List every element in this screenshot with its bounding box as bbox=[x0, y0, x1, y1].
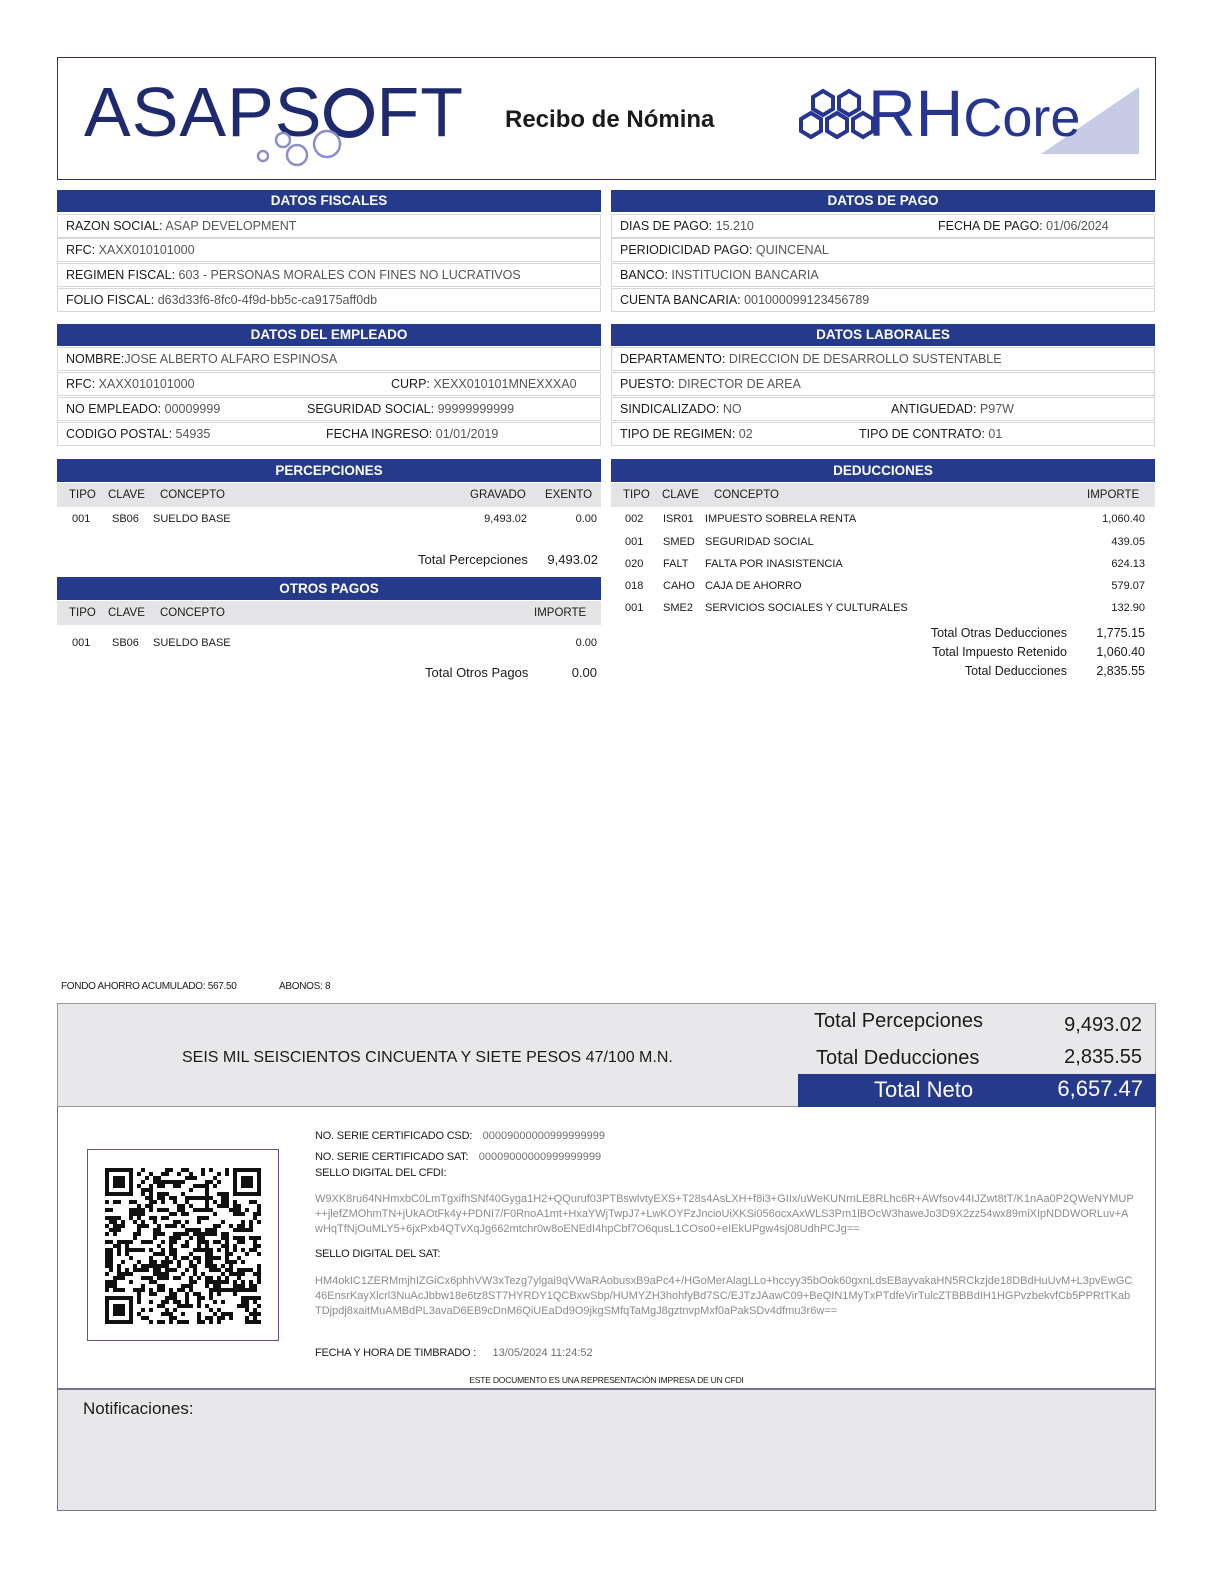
otros-pagos-total: Total Otros Pagos 0.00 bbox=[425, 665, 597, 680]
sello-sat-label: SELLO DIGITAL DEL SAT: bbox=[315, 1248, 441, 1260]
qr-finder-pattern bbox=[233, 1168, 261, 1196]
notificaciones-panel bbox=[57, 1389, 1156, 1511]
page-title: Recibo de Nómina bbox=[505, 106, 715, 133]
departamento-row: DEPARTAMENTO: DIRECCION DE DESARROLLO SUSTENTABLE bbox=[611, 347, 1155, 371]
otras-deducciones-total: Total Otras Deducciones 1,775.15 bbox=[930, 626, 1145, 640]
otros-pagos-header: TIPO CLAVE CONCEPTO IMPORTE bbox=[57, 601, 601, 625]
qr-finder-pattern bbox=[105, 1296, 133, 1324]
table-row: 001 SME2 SERVICIOS SOCIALES Y CULTURALES 132.90 bbox=[625, 602, 1145, 614]
deducciones-header: TIPO CLAVE CONCEPTO IMPORTE bbox=[611, 483, 1155, 507]
abonos: ABONOS: 8 bbox=[279, 981, 331, 992]
cuenta-bancaria-row: CUENTA BANCARIA: 001000099123456789 bbox=[611, 288, 1155, 312]
no-empleado-row: NO EMPLEADO: 00009999 SEGURIDAD SOCIAL: 99999999999 bbox=[57, 397, 601, 421]
section-datos-empleado-title: DATOS DEL EMPLEADO bbox=[57, 324, 601, 346]
qr-code bbox=[105, 1168, 261, 1324]
notificaciones-label: Notificaciones: bbox=[83, 1399, 194, 1418]
folio-fiscal-row: FOLIO FISCAL: d63d33f6-8fc0-4f9d-bb5c-ca9175aff0db bbox=[57, 288, 601, 312]
summary-deducciones-value: 2,835.55 bbox=[1064, 1046, 1142, 1068]
section-datos-laborales-title: DATOS LABORALES bbox=[611, 324, 1155, 346]
percepciones-header: TIPO CLAVE CONCEPTO GRAVADO EXENTO bbox=[57, 483, 601, 507]
razon-social-row: RAZON SOCIAL: ASAP DEVELOPMENT bbox=[57, 214, 601, 238]
summary-deducciones-label: Total Deducciones bbox=[816, 1047, 980, 1069]
percepciones-total: Total Percepciones 9,493.02 bbox=[418, 552, 598, 567]
table-row: 002 ISR01 IMPUESTO SOBRELA RENTA 1,060.40 bbox=[625, 513, 1145, 525]
total-neto-bar bbox=[798, 1074, 1156, 1107]
certificado-sat: NO. SERIE CERTIFICADO SAT: 00009000000999999999 bbox=[315, 1151, 602, 1163]
banco-row: BANCO: INSTITUCION BANCARIA bbox=[611, 263, 1155, 287]
summary-percepciones-label: Total Percepciones bbox=[814, 1010, 983, 1032]
table-row: 001 SB06 SUELDO BASE 0.00 bbox=[72, 637, 597, 649]
puesto-row: PUESTO: DIRECTOR DE AREA bbox=[611, 372, 1155, 396]
fecha-timbrado: FECHA Y HORA DE TIMBRADO : 13/05/2024 11:24:52 bbox=[315, 1347, 593, 1359]
certificado-csd: NO. SERIE CERTIFICADO CSD: 00009000000999999999 bbox=[315, 1130, 605, 1142]
table-row: 001 SMED SEGURIDAD SOCIAL 439.05 bbox=[625, 536, 1145, 548]
qr-finder-pattern bbox=[105, 1168, 133, 1196]
section-otros-pagos-title: OTROS PAGOS bbox=[57, 577, 601, 600]
codigo-postal-row: CODIGO POSTAL: 54935 FECHA INGRESO: 01/01/2019 bbox=[57, 422, 601, 446]
periodicidad-row: PERIODICIDAD PAGO: QUINCENAL bbox=[611, 238, 1155, 262]
section-percepciones-title: PERCEPCIONES bbox=[57, 459, 601, 482]
bubbles-icon bbox=[253, 128, 348, 168]
deducciones-total: Total Deducciones 2,835.55 bbox=[964, 664, 1145, 678]
regimen-fiscal-row: REGIMEN FISCAL: 603 - PERSONAS MORALES CON FINES NO LUCRATIVOS bbox=[57, 263, 601, 287]
document-header bbox=[57, 57, 1156, 180]
rfc-fiscal-row: RFC: XAXX010101000 bbox=[57, 238, 601, 262]
total-neto-value: 6,657.47 bbox=[1057, 1076, 1143, 1101]
sindicalizado-row: SINDICALIZADO: NO ANTIGUEDAD: P97W bbox=[611, 397, 1155, 421]
impuesto-retenido-total: Total Impuesto Retenido 1,060.40 bbox=[932, 645, 1145, 659]
nombre-row: NOMBRE:JOSE ALBERTO ALFARO ESPINOSA bbox=[57, 347, 601, 371]
dias-fecha-pago-row: DIAS DE PAGO: 15.210 FECHA DE PAGO: 01/06/2024 bbox=[611, 214, 1155, 238]
section-datos-fiscales-title: DATOS FISCALES bbox=[57, 190, 601, 212]
table-row: 020 FALT FALTA POR INASISTENCIA 624.13 bbox=[625, 558, 1145, 570]
totals-summary bbox=[57, 1003, 1156, 1107]
importe-con-letra: SEIS MIL SEISCIENTOS CINCUENTA Y SIETE PESOS 47/100 M.N. bbox=[182, 1049, 673, 1066]
sello-sat: HM4okIC1ZERMmjhIZGiCx6phhVW3xTezg7ylgai9qVWaRAobusxB9aPc4+/HGoMerAlagLLo+hccyy35bOok60gxnLdsEBayvakaHN5RCkzjde18DBdHuUvM+L3pvEwGC46EnsrKayXlcrl3NuAcJbbw18e6tz8ST7HYRDY1QCBxwSbp/HUMYZH3hohfyBd7SC/EJTzJAawC09+BeQIN1MyTxPTdfeVirTulcZTBBBdIH1HGPvzbekvfCb5PPRtTKabTDjpdj8xaitMuAMBdPL3avaD6EB9cDnM6QiUEaDd9O9jkgSMfqTaMgJ8gztnvpMxf0aPakSDv4dfmu3r6w== bbox=[315, 1275, 1133, 1317]
fondo-ahorro: FONDO AHORRO ACUMULADO: 567.50 bbox=[61, 981, 237, 992]
rfc-curp-row: RFC: XAXX010101000 CURP: XEXX010101MNEXXXA0 bbox=[57, 372, 601, 396]
table-row: 001 SB06 SUELDO BASE 9,493.02 0.00 bbox=[72, 513, 597, 525]
qr-code-frame bbox=[87, 1149, 279, 1341]
cfdi-leyenda: ESTE DOCUMENTO ES UNA REPRESENTACIÓN IMPRESA DE UN CFDI bbox=[469, 1375, 744, 1385]
rhcore-logo-text: RHCore bbox=[868, 76, 1081, 150]
sello-cfdi-label: SELLO DIGITAL DEL CFDI: bbox=[315, 1167, 447, 1179]
sello-cfdi: W9XK8ru64NHmxbC0LmTgxifhSNf40Gyga1H2+QQuruf03PTBswlvtyEXS+T28s4AsLXH+f8i3+GIIx/uWeKUNrnLE8RLhc6R+AWfsov44IJZwt8tT/K1nAa0P2QWeNYMUP++jlefZMOhmTN+jUkAOtFk4y+PDNI7/F0RnoA1mt+HxaYWjTwpJ7+LwKOYFzJncioUiXKSi056ocxAxWLS3Pm1lBOcW3haweJo3D9X2zz54wx89miXIpNDDWORLuv+AwHqTfNjOuMLY5+6jxPxb4QTvXqJg662mtchr0w8oENEdI4hpCbf7O6qusL1COso0+eIEkUPgw4sj08UdhPCJg== bbox=[315, 1193, 1134, 1235]
tipo-regimen-row: TIPO DE REGIMEN: 02 TIPO DE CONTRATO: 01 bbox=[611, 422, 1155, 446]
section-datos-pago-title: DATOS DE PAGO bbox=[611, 190, 1155, 212]
asapsoft-logo: ASAPS FT bbox=[84, 73, 464, 151]
summary-percepciones-value: 9,493.02 bbox=[1064, 1014, 1142, 1036]
total-neto-label: Total Neto bbox=[874, 1077, 974, 1102]
section-deducciones-title: DEDUCCIONES bbox=[611, 459, 1155, 482]
table-row: 018 CAHO CAJA DE AHORRO 579.07 bbox=[625, 580, 1145, 592]
